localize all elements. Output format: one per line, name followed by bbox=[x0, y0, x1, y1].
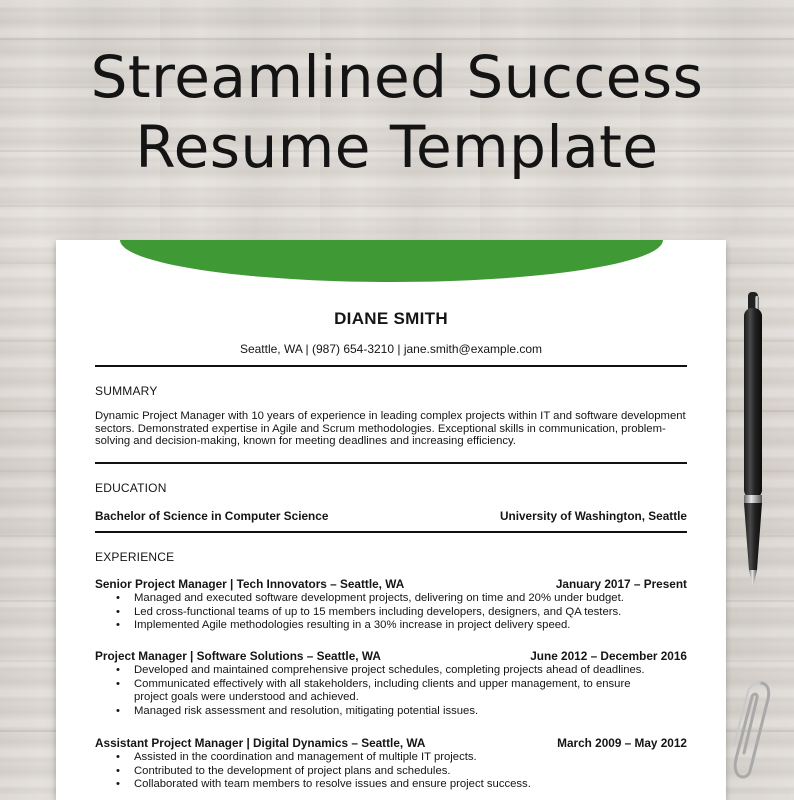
headline-line-2: Resume Template bbox=[135, 113, 659, 181]
list-item: • Managed risk assessment and resolution, mitigating potential issues. bbox=[134, 705, 687, 719]
job-header bbox=[95, 577, 687, 591]
job-dates: January 2017 – Present bbox=[555, 577, 687, 591]
job-bullets bbox=[95, 751, 687, 792]
summary-heading: SUMMARY bbox=[95, 384, 158, 398]
header-accent-band bbox=[120, 240, 663, 282]
candidate-name: DIANE SMITH bbox=[334, 309, 448, 328]
contact-line: Seattle, WA | (987) 654-3210 | jane.smith@example.com bbox=[239, 342, 543, 356]
job-dates: March 2009 – May 2012 bbox=[557, 736, 687, 750]
summary-text: Dynamic Project Manager with 10 years of experience in leading complex projects within IT and software development sectors. Demonstrated expertise in Agile and Scrum methodologies. Exceptional skills in communication, problem-solving and decision-making, known for meeting deadlines and increasing efficiency. bbox=[95, 410, 686, 447]
job-title: Senior Project Manager | Tech Innovators – Seattle, WA bbox=[95, 577, 405, 591]
job-title: Project Manager | Software Solutions – Seattle, WA bbox=[95, 649, 381, 663]
job-title: Assistant Project Manager | Digital Dynamics – Seattle, WA bbox=[95, 736, 426, 750]
list-item: • Managed and executed software development projects, delivering on time and 20% under budget. bbox=[134, 592, 687, 606]
education-row bbox=[95, 509, 687, 523]
job-dates: June 2012 – December 2016 bbox=[530, 649, 687, 663]
paperclip-icon bbox=[726, 675, 776, 785]
pen-icon bbox=[738, 290, 778, 590]
list-item: • Developed and maintained comprehensive project schedules, completing projects ahead of deadlines. bbox=[134, 664, 687, 678]
list-item: • Collaborated with team members to resolve issues and ensure project success. bbox=[134, 778, 687, 792]
list-item: • Contributed to the development of project plans and schedules. bbox=[134, 765, 687, 779]
list-item: • Led cross-functional teams of up to 15 members including developers, designers, and QA testers. bbox=[134, 606, 687, 620]
job-bullets bbox=[95, 592, 687, 633]
education-heading: EDUCATION bbox=[95, 481, 167, 495]
divider bbox=[95, 462, 687, 464]
list-item: • Assisted in the coordination and management of multiple IT projects. bbox=[134, 751, 687, 765]
list-item: • Communicated effectively with all stakeholders, including clients and upper management, to ensure project goals were understood and achieved. bbox=[134, 678, 687, 705]
experience-heading: EXPERIENCE bbox=[95, 550, 175, 564]
resume-page bbox=[56, 240, 726, 800]
degree: Bachelor of Science in Computer Science bbox=[95, 509, 329, 523]
list-item: • Implemented Agile methodologies resulting in a 30% increase in project delivery speed. bbox=[134, 619, 687, 633]
divider bbox=[95, 365, 687, 367]
divider bbox=[95, 531, 687, 533]
job-header bbox=[95, 649, 687, 663]
job-header bbox=[95, 736, 687, 750]
job-bullets bbox=[95, 664, 687, 718]
headline-line-1: Streamlined Success bbox=[90, 43, 704, 111]
school: University of Washington, Seattle bbox=[499, 509, 687, 523]
